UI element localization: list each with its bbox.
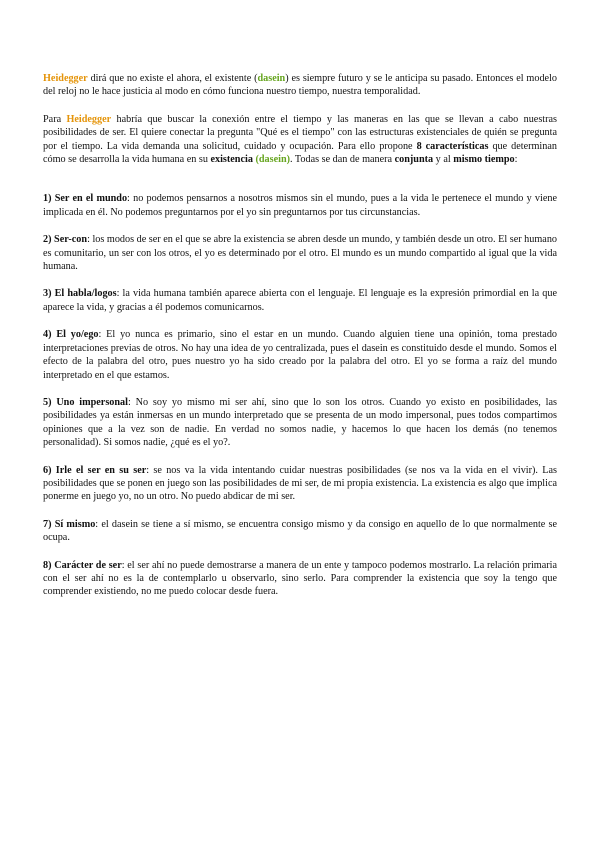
intro2-text-3: que determinan cómo se desarrolla la vida humana en su [43, 140, 557, 166]
item-text: : el dasein se tiene a sí mismo, se encuentra consigo mismo y da consigo en aquello de lo que normalmente se ocupa. [43, 518, 558, 544]
list-item [43, 328, 557, 382]
item-title: 2) Ser-con [43, 234, 88, 246]
intro1-text-1: dirá que no existe el ahora, el existente ( [87, 73, 258, 84]
item-text: : la vida humana también aparece abierta con el lenguaje. El lenguaje es la expresión primordial en la que aparece la vida, y gracias a él podemos comunicarnos. [43, 288, 557, 313]
bold-existencia: existencia [210, 154, 253, 166]
item-title: 1) Ser en el mundo [43, 193, 128, 205]
intro2-text-6: y al [433, 154, 454, 166]
heidegger-name: Heidegger [66, 113, 112, 125]
dasein-term: (dasein) [255, 154, 290, 166]
list-item [43, 287, 557, 314]
bold-caracteristicas: 8 características [416, 140, 489, 152]
intro2-text-1: Para [43, 113, 67, 125]
item-title: 4) El yo/ego [43, 329, 99, 341]
item-text: : No soy yo mismo mi ser ahí, sino que lo son los otros. Cuando yo existo en posibilidades, las posibilidades ya están inmersas en un mundo interpretado que se presenta de un modo impersonal, pues todos compartimos opiniones que a la vez son de nadie. En verdad no somos nadie, y hacemos lo que hacen los demás (no tenemos personalidad). Si somos nadie, ¿qué es el yo?. [43, 396, 557, 449]
item-title: 6) Irle el ser en su ser [43, 464, 147, 476]
item-text: : los modos de ser en el que se abre la existencia se abren desde un mundo, y también desde un otro. El ser humano es comunitario, un ser con los otros, el yo es determinado por el otro. El mundo es un mundo compartido al igual que la vida humana. [43, 234, 558, 273]
intro1-text-2: ) es siempre futuro y se le anticipa su pasado. Entonces el modelo del reloj no le hace justicia al modo en cómo funciona nuestro tiempo, nuestra temporalidad. [43, 73, 557, 98]
document-page [43, 72, 557, 599]
item-text: : no podemos pensarnos a nosotros mismos sin el mundo, pues a la vida le pertenece el mundo y viene implicada en él. No podemos preguntarnos por el yo sin preguntarnos por tus circunstancias. [43, 193, 557, 218]
item-title: 3) El habla/logos [43, 288, 117, 300]
list-item [43, 233, 557, 273]
item-text: : el ser ahí no puede demostrarse a manera de un ente y tampoco podemos mostrarlo. La relación primaria con el ser ahí no es la de contemplarlo u observarlo, sino serlo. Para comprender la existencia que soy la tengo que comprender existiendo, no me puedo colocar desde fuera. [43, 559, 557, 598]
intro2-text-2: habría que buscar la conexión entre el tiempo y las maneras en las que se llevan a cabo nuestras posibilidades de ser. El quiere conectar la pregunta "Qué es el tiempo" con las estructuras existenciales de quién se pregunta por el tiempo. La vida demanda una solicitud, cuidado y ocupación. Para ello propone [43, 113, 557, 152]
list-item [43, 518, 557, 545]
bold-conjunta: conjunta [394, 154, 434, 166]
item-title: 8) Carácter de ser [43, 559, 122, 571]
intro2-text-5: . Todas se dan de manera [290, 154, 395, 166]
bold-mismo-tiempo: mismo tiempo [453, 154, 515, 166]
item-title: 7) Sí mismo [43, 518, 96, 530]
item-text: : se nos va la vida intentando cuidar nuestras posibilidades (se nos va la vida en el vivir). Las posibilidades que se ponen en juego son las posibilidades de mi ser, de mi propia existencia. La existencia es algo que implica ponerme en juego yo, no un otro. No puedo abdicar de mi ser. [43, 464, 557, 503]
item-text: : El yo nunca es primario, sino el estar en un mundo. Cuando alguien tiene una opinión, toma prestado interpretaciones previas de otros. No hay una idea de yo centralizada, pues el dasein es constituido desde el mundo. Somos el efecto de la palabra del otro, pues nuestro yo ha sido creado por la palabra del otro. El yo se forma a raíz del mundo interpretado en el que estamos. [43, 329, 558, 381]
list-item [43, 559, 557, 599]
intro-paragraph-1 [43, 72, 557, 99]
list-item [43, 396, 557, 450]
list-item [43, 192, 557, 219]
item-title: 5) Uno impersonal [43, 396, 128, 408]
dasein-term: dasein [257, 73, 286, 84]
intro-paragraph-2: Para Heidegger habría que buscar la conexión entre el tiempo y las maneras en las que se llevan a cabo nuestras posibilidades de ser. El quiere conectar la pregunta "Qué es el tiempo" con las estructuras existenciales de quién se pregunta por el tiempo. La vida demanda una solicitud, cuidado y ocupación. Para ello propone 8 características que determinan cómo se desarrolla la vida humana en su existencia (dasein). Todas se dan de manera conjunta y al mismo tiempo: [43, 113, 557, 166]
heidegger-name: Heidegger [43, 73, 88, 84]
list-item [43, 464, 557, 504]
